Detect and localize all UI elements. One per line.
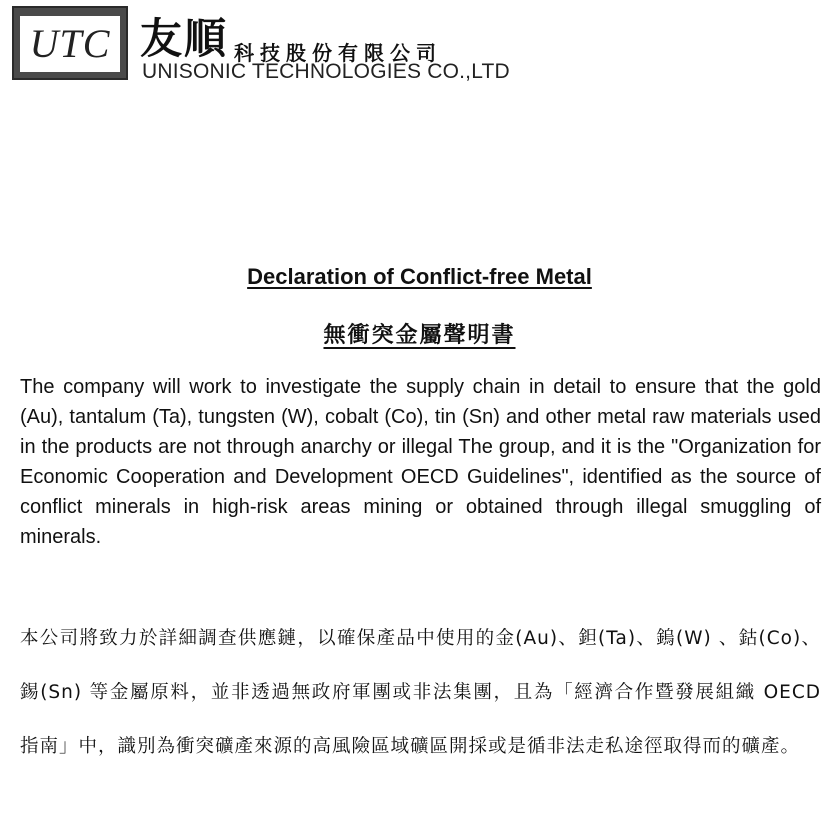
document-title-english: Declaration of Conflict-free Metal	[247, 264, 592, 289]
company-logo	[12, 6, 128, 80]
letterhead	[12, 6, 572, 86]
body-paragraph-english: The company will work to investigate the supply chain in detail to ensure that the gold (Au), tantalum (Ta), tungsten (W), cobalt (Co), tin (Sn) and other metal raw materials used in the products are not through anarchy or illegal The group, and it is the "Organization for Economic Cooperation and Development OECD Guidelines", identified as the source of conflict minerals in high-risk areas mining or obtained through illegal smuggling of minerals.	[20, 376, 821, 548]
document-title-chinese: 無衝突金屬聲明書	[323, 322, 516, 348]
company-name-chinese-main: 友順	[140, 14, 229, 63]
company-name-chinese	[140, 6, 442, 66]
company-name-english: UNISONIC TECHNOLOGIES CO.,LTD	[142, 60, 510, 83]
body-paragraph-chinese: 本公司將致力於詳細調查供應鏈，以確保產品中使用的金(Au)、鉭(Ta)、鎢(W) 、鈷(Co)、錫(Sn) 等金屬原料，並非透過無政府軍團或非法集團，且為「經濟合作暨發展組織 OECD 指南」中，識別為衝突礦產來源的高風險區域礦區開採或是循非法走私途徑取得而的礦產。	[20, 628, 821, 757]
company-logo-inner	[20, 16, 120, 72]
logo-text: UTC	[29, 21, 111, 66]
company-name-chinese-rest: 科技股份有限公司	[234, 41, 443, 65]
